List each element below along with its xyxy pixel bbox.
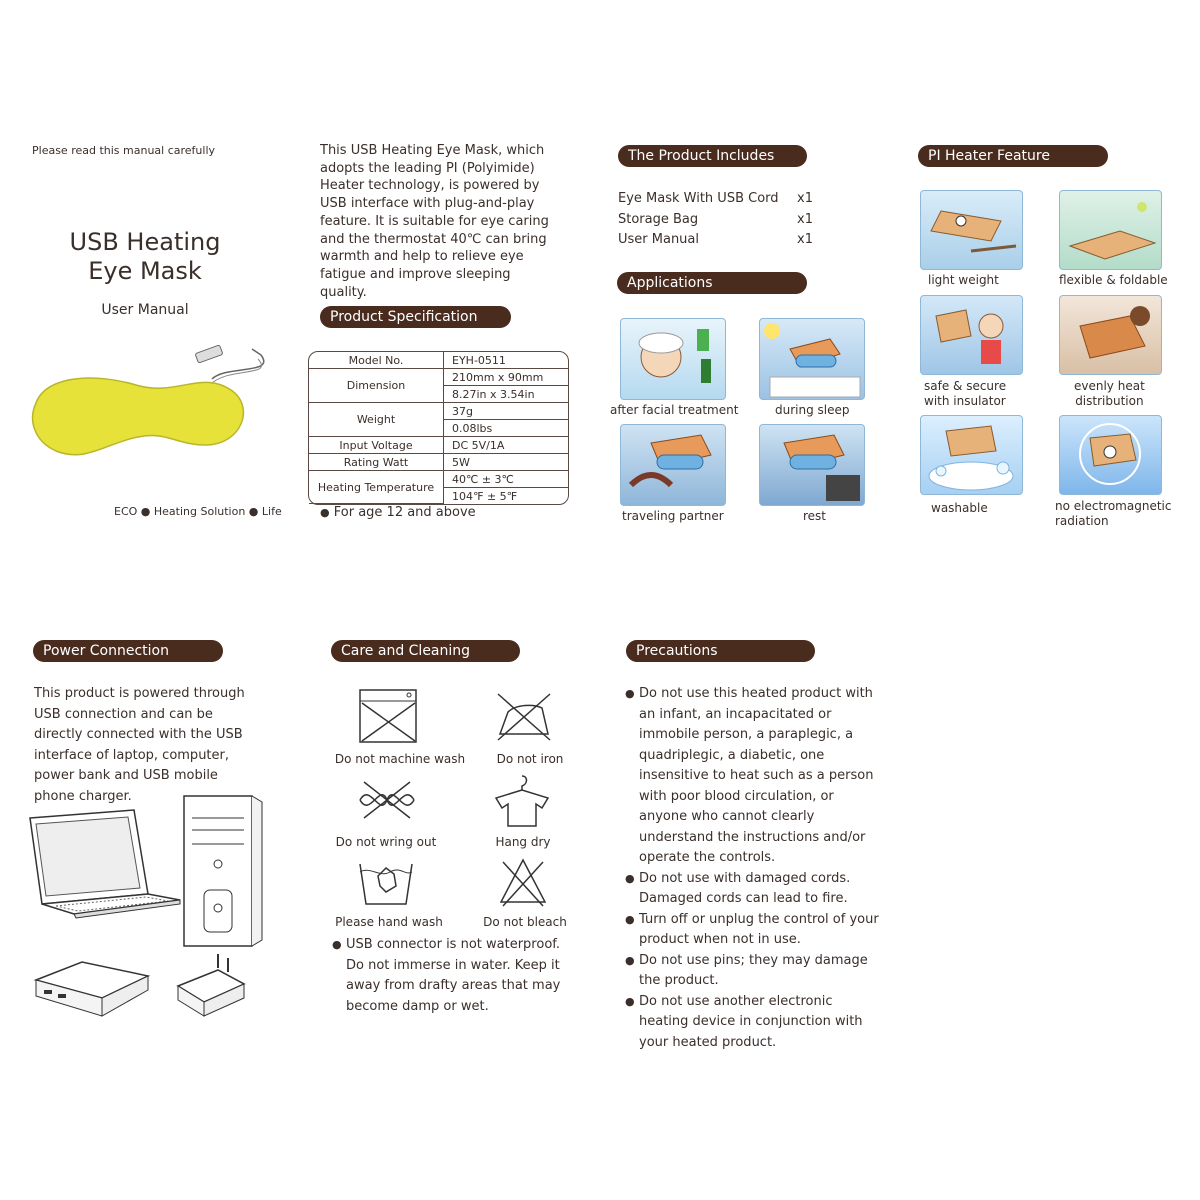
no-bleach-icon [497,856,549,908]
include-name: User Manual [618,232,700,247]
care-caption: Do not bleach [483,915,567,929]
no-radiation-image [1059,415,1162,495]
usb-charger-icon [178,954,244,1016]
list-item: ● Turn off or unplug the control of your product when not in use. [625,910,883,951]
list-item: ● USB connector is not waterproof. Do not immerse in water. Keep it away from drafty areas that may become damp or wet. [332,935,568,1017]
hang-dry-icon [492,772,552,828]
flexible-foldable-image [1059,190,1162,270]
care-caption: Do not machine wash [334,752,466,766]
safe-secure-image [920,295,1023,375]
feature-caption: evenly heat distribution [1074,379,1145,408]
intro-text: This USB Heating Eye Mask, which adopts the leading PI (Polyimide) Heater technology, is powered by USB interface with plug-and-play feature. It is suitable for eye caring and the thermostat 40℃ can bring warmth and help to relieve eye fatigue and improve sleeping quality. [320,143,549,300]
spec-value: 104℉ ± 5℉ [452,489,518,503]
include-qty: x1 [797,232,813,247]
no-wring-icon [354,778,420,822]
rest-image [759,424,865,506]
facial-treatment-image [620,318,726,400]
feature-caption: no electromagnetic radiation [1055,499,1172,528]
include-name: Eye Mask With USB Cord [618,191,779,206]
includes-heading: The Product Includes [618,145,807,167]
spec-key: Dimension [309,369,444,403]
spec-key: Input Voltage [309,437,444,454]
no-machine-wash-icon [357,687,419,745]
care-caption: Hang dry [495,835,551,849]
spec-value: 40℃ ± 3℃ [444,471,568,488]
app-caption: traveling partner [622,509,724,523]
age-note [320,503,476,523]
table-row [309,471,568,488]
feature-caption: light weight [928,273,999,287]
during-sleep-image [759,318,865,400]
light-weight-image [920,190,1023,270]
include-name: Storage Bag [618,211,699,227]
table-row [309,369,568,386]
care-caption: Please hand wash [335,915,443,929]
spec-value: DC 5V/1A [444,437,568,454]
spec-table [308,351,569,505]
spec-key: Weight [309,403,444,437]
includes-list [618,189,813,251]
cover-subtitle: User Manual [101,302,189,318]
manual-note: Please read this manual carefully [32,144,216,157]
list-item [618,189,813,210]
list-item: ● Do not use pins; they may damage the product. [625,951,883,992]
list-item: ● Do not use this heated product with an infant, an incapacitated or immobile person, a paraplegic, a quadriplegic, a diabetic, one insensitive to heat such as a person with poor blood circulation, or anyone who cannot clearly understand the instructions and/or operate the controls. [625,684,883,869]
bullet-icon: ● [320,506,330,519]
care-caption: Do not iron [496,752,564,766]
app-caption: rest [803,509,827,523]
table-row [309,454,568,471]
include-qty: x1 [797,191,813,206]
list-item: ● Do not use with damaged cords. Damaged cords can lead to fire. [625,869,883,910]
computer-tower-icon [184,796,262,946]
laptop-icon [30,810,180,918]
cover-tagline: ECO ● Heating Solution ● Life [114,505,282,518]
spec-value: 37g [444,403,568,420]
spec-value: EYH-0511 [444,352,568,369]
care-heading: Care and Cleaning [331,640,520,662]
age-note-text: For age 12 and above [333,505,476,520]
list-item [618,230,813,251]
spec-value: 210mm x 90mm [444,369,568,386]
list-item [618,210,813,231]
spec-value: 8.27in x 3.54in [444,386,568,403]
power-heading: Power Connection [33,640,223,662]
precautions-list [625,684,883,1053]
product-title [60,228,230,286]
power-text: This product is powered through USB connection and can be directly connected with the USB interface of laptop, computer, power bank and USB mobile phone charger. [34,686,245,804]
feature-caption: safe & secure with insulator [924,379,1007,408]
feature-caption: flexible & foldable [1059,273,1168,287]
title-line2: Eye Mask [88,257,202,285]
power-bank-icon [36,962,148,1016]
eye-mask-illustration [26,345,266,475]
devices-illustration [22,790,272,1025]
traveling-partner-image [620,424,726,506]
list-item: ● Do not use another electronic heating device in conjunction with your heated product. [625,992,883,1054]
spec-value: 0.08lbs [444,420,568,437]
care-caption: Do not wring out [335,835,437,849]
title-line1: USB Heating [69,228,221,256]
applications-heading: Applications [617,272,807,294]
table-row [309,437,568,454]
table-row [309,403,568,420]
evenly-heat-image [1059,295,1162,375]
precautions-heading: Precautions [626,640,815,662]
include-qty: x1 [797,211,813,227]
washable-image [920,415,1023,495]
features-heading: PI Heater Feature [918,145,1108,167]
no-iron-icon [494,690,554,742]
hand-wash-icon [356,856,416,908]
table-row [309,352,568,369]
app-caption: during sleep [775,403,850,417]
app-caption: after facial treatment [610,403,739,417]
feature-caption: washable [931,501,988,515]
care-note [332,935,568,1017]
spec-key: Model No. [309,352,444,369]
spec-heading: Product Specification [320,306,511,328]
spec-value: 5W [444,454,568,471]
spec-key: Rating Watt [309,454,444,471]
spec-key: Heating Temperature [309,471,444,504]
